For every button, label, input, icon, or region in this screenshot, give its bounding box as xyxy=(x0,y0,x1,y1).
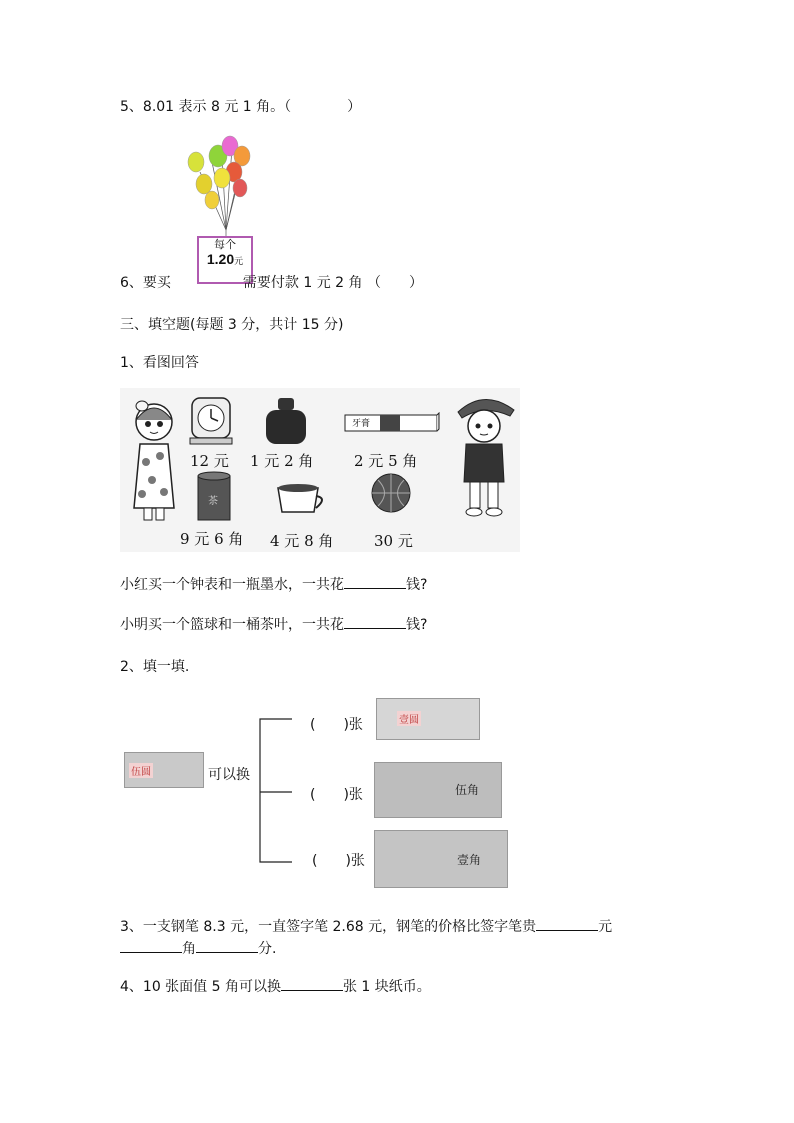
goods-picture: 牙膏 茶 12 元 1 元 2 角 2 元 5 角 9 元 6 角 4 元 8 角 30 元 xyxy=(120,388,520,552)
bracket-lines xyxy=(258,716,292,866)
fill-1-title: 1、看图回答 xyxy=(120,355,199,371)
answer-blank[interactable] xyxy=(281,976,343,991)
price-tag: 每个 1.20元 xyxy=(197,236,253,284)
fill-1-question-b: 小明买一个篮球和一桶茶叶，一共花 钱? xyxy=(120,614,427,634)
fill-4: 4、10 张面值 5 角可以换 张 1 块纸币。 xyxy=(120,976,431,996)
fill-3-line-1: 3、一支钢笔 8.3 元，一直签字笔 2.68 元，钢笔的价格比签字笔贵 元 xyxy=(120,916,612,936)
can-exchange-label: 可以换 xyxy=(208,767,250,783)
answer-blank[interactable] xyxy=(120,938,182,953)
ink-bottle-icon xyxy=(264,396,308,446)
answer-blank[interactable] xyxy=(344,614,406,629)
answer-blank[interactable] xyxy=(344,574,406,589)
basketball-icon xyxy=(370,472,412,514)
clock-icon xyxy=(188,394,234,446)
cup-icon xyxy=(274,482,330,518)
section-3-title: 三、填空题(每题 3 分，共计 15 分) xyxy=(120,317,344,333)
fill-1-question-a: 小红买一个钟表和一瓶墨水，一共花 钱? xyxy=(120,574,427,594)
banknote-5-jiao: 伍角 xyxy=(374,762,502,818)
banknote-1-jiao: 壹角 xyxy=(374,830,508,888)
answer-blank[interactable] xyxy=(196,938,258,953)
exchange-row-1-paren: ( )张 xyxy=(310,717,363,733)
exchange-row-3-paren: ( )张 xyxy=(312,853,365,869)
fill-2-title: 2、填一填. xyxy=(120,659,190,675)
girl-illustration xyxy=(124,396,186,524)
fill-3-line-2: 角 分. xyxy=(120,938,276,958)
banknote-5-yuan: 伍圆 xyxy=(124,752,204,788)
question-5: 5、8.01 表示 8 元 1 角。（ ） xyxy=(120,99,362,115)
answer-blank[interactable] xyxy=(536,916,598,931)
exchange-row-2-paren: ( )张 xyxy=(310,787,363,803)
question-6: 6、要买 需要付款 1 元 2 角 （ ） xyxy=(120,275,423,291)
boy-illustration xyxy=(448,392,520,518)
banknote-1-yuan: 壹圆 xyxy=(376,698,480,740)
